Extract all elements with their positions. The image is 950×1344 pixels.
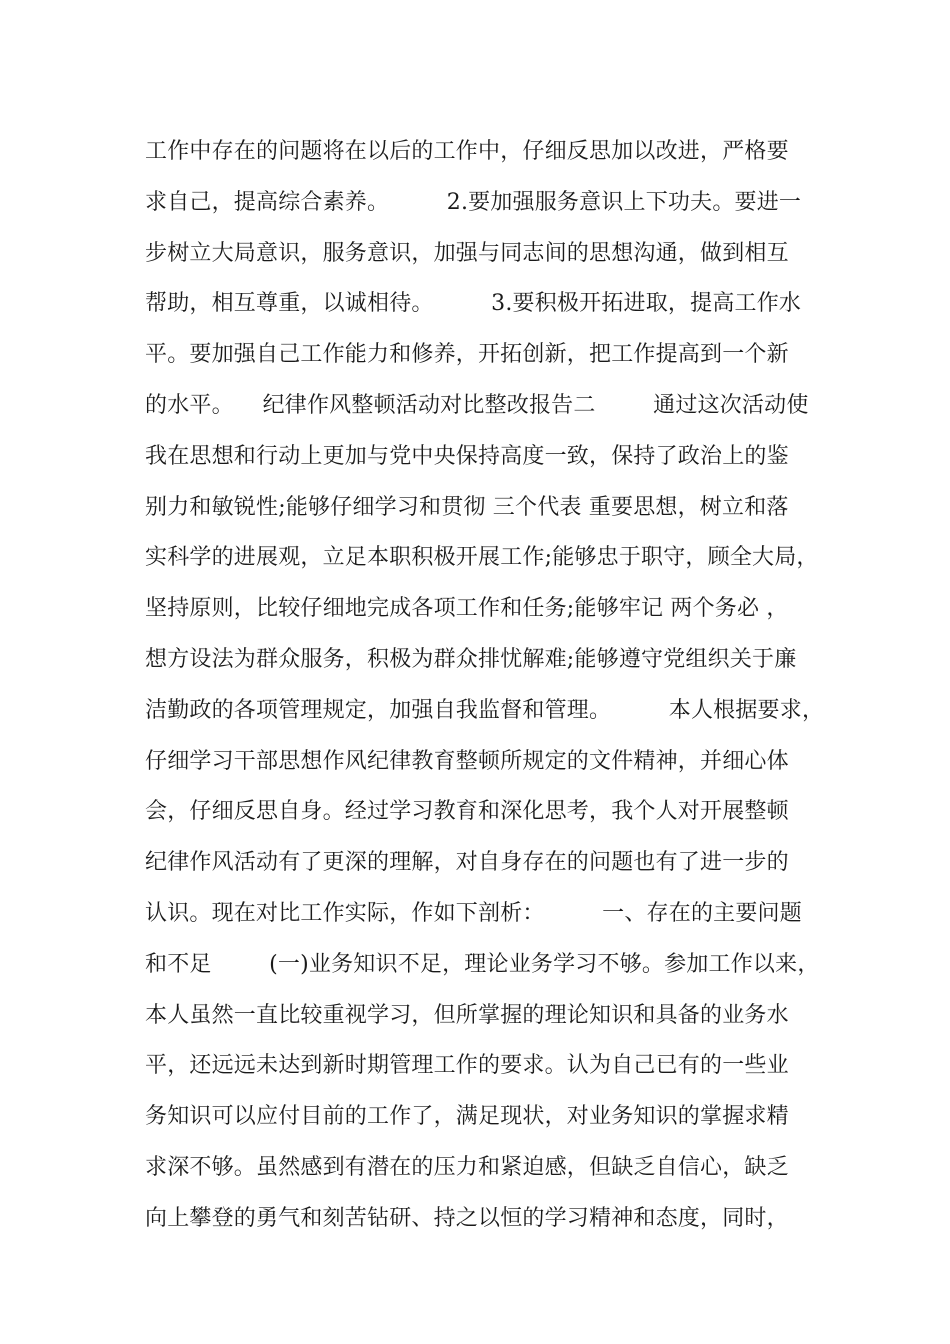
text-line: 向上攀登的勇气和刻苦钻研、持之以恒的学习精神和态度，同时，	[145, 1205, 789, 1231]
text-line: 坚持原则，比较仔细地完成各项工作和任务;能够牢记 两个务必 ，	[145, 596, 789, 622]
text-line: 和不足 (一)业务知识不足，理论业务学习不够。参加工作以来，	[145, 951, 820, 977]
text-line: 帮助，相互尊重，以诚相待。 3.要积极开拓进取，提高工作水	[145, 291, 802, 317]
text-line: 求深不够。虽然感到有潜在的压力和紧迫感，但缺乏自信心，缺乏	[145, 1154, 789, 1180]
text-line: 务知识可以应付目前的工作了，满足现状，对业务知识的掌握求精	[145, 1104, 789, 1130]
text-line: 别力和敏锐性;能够仔细学习和贯彻 三个代表 重要思想，树立和落	[145, 494, 789, 520]
text-line: 求自己，提高综合素养。 2.要加强服务意识上下功夫。要进一	[145, 189, 802, 215]
text-line: 想方设法为群众服务，积极为群众排忧解难;能够遵守党组织关于廉	[145, 646, 797, 672]
text-line: 认识。现在对比工作实际，作如下剖析： 一、存在的主要问题	[145, 900, 802, 926]
text-line: 会，仔细反思自身。经过学习教育和深化思考，我个人对开展整顿	[145, 799, 789, 825]
text-line: 我在思想和行动上更加与党中央保持高度一致，保持了政治上的鉴	[145, 443, 789, 469]
text-line: 本人虽然一直比较重视学习，但所掌握的理论知识和具备的业务水	[145, 1002, 789, 1028]
text-line: 平。要加强自己工作能力和修养，开拓创新，把工作提高到一个新	[145, 342, 789, 368]
document-body	[145, 132, 825, 1250]
text-line: 的水平。 纪律作风整顿活动对比整改报告二 通过这次活动使	[145, 392, 809, 418]
text-line: 平，还远远未达到新时期管理工作的要求。认为自己已有的一些业	[145, 1053, 789, 1079]
text-line: 纪律作风活动有了更深的理解，对自身存在的问题也有了进一步的	[145, 850, 789, 876]
text-line: 实科学的进展观，立足本职积极开展工作;能够忠于职守，顾全大局，	[145, 545, 819, 571]
text-line: 工作中存在的问题将在以后的工作中，仔细反思加以改进，严格要	[145, 139, 789, 164]
text-line: 洁勤政的各项管理规定，加强自我监督和管理。 本人根据要求，	[145, 697, 825, 723]
text-line: 仔细学习干部思想作风纪律教育整顿所规定的文件精神，并细心体	[145, 748, 789, 774]
text-line: 步树立大局意识，服务意识，加强与同志间的思想沟通，做到相互	[145, 240, 789, 266]
